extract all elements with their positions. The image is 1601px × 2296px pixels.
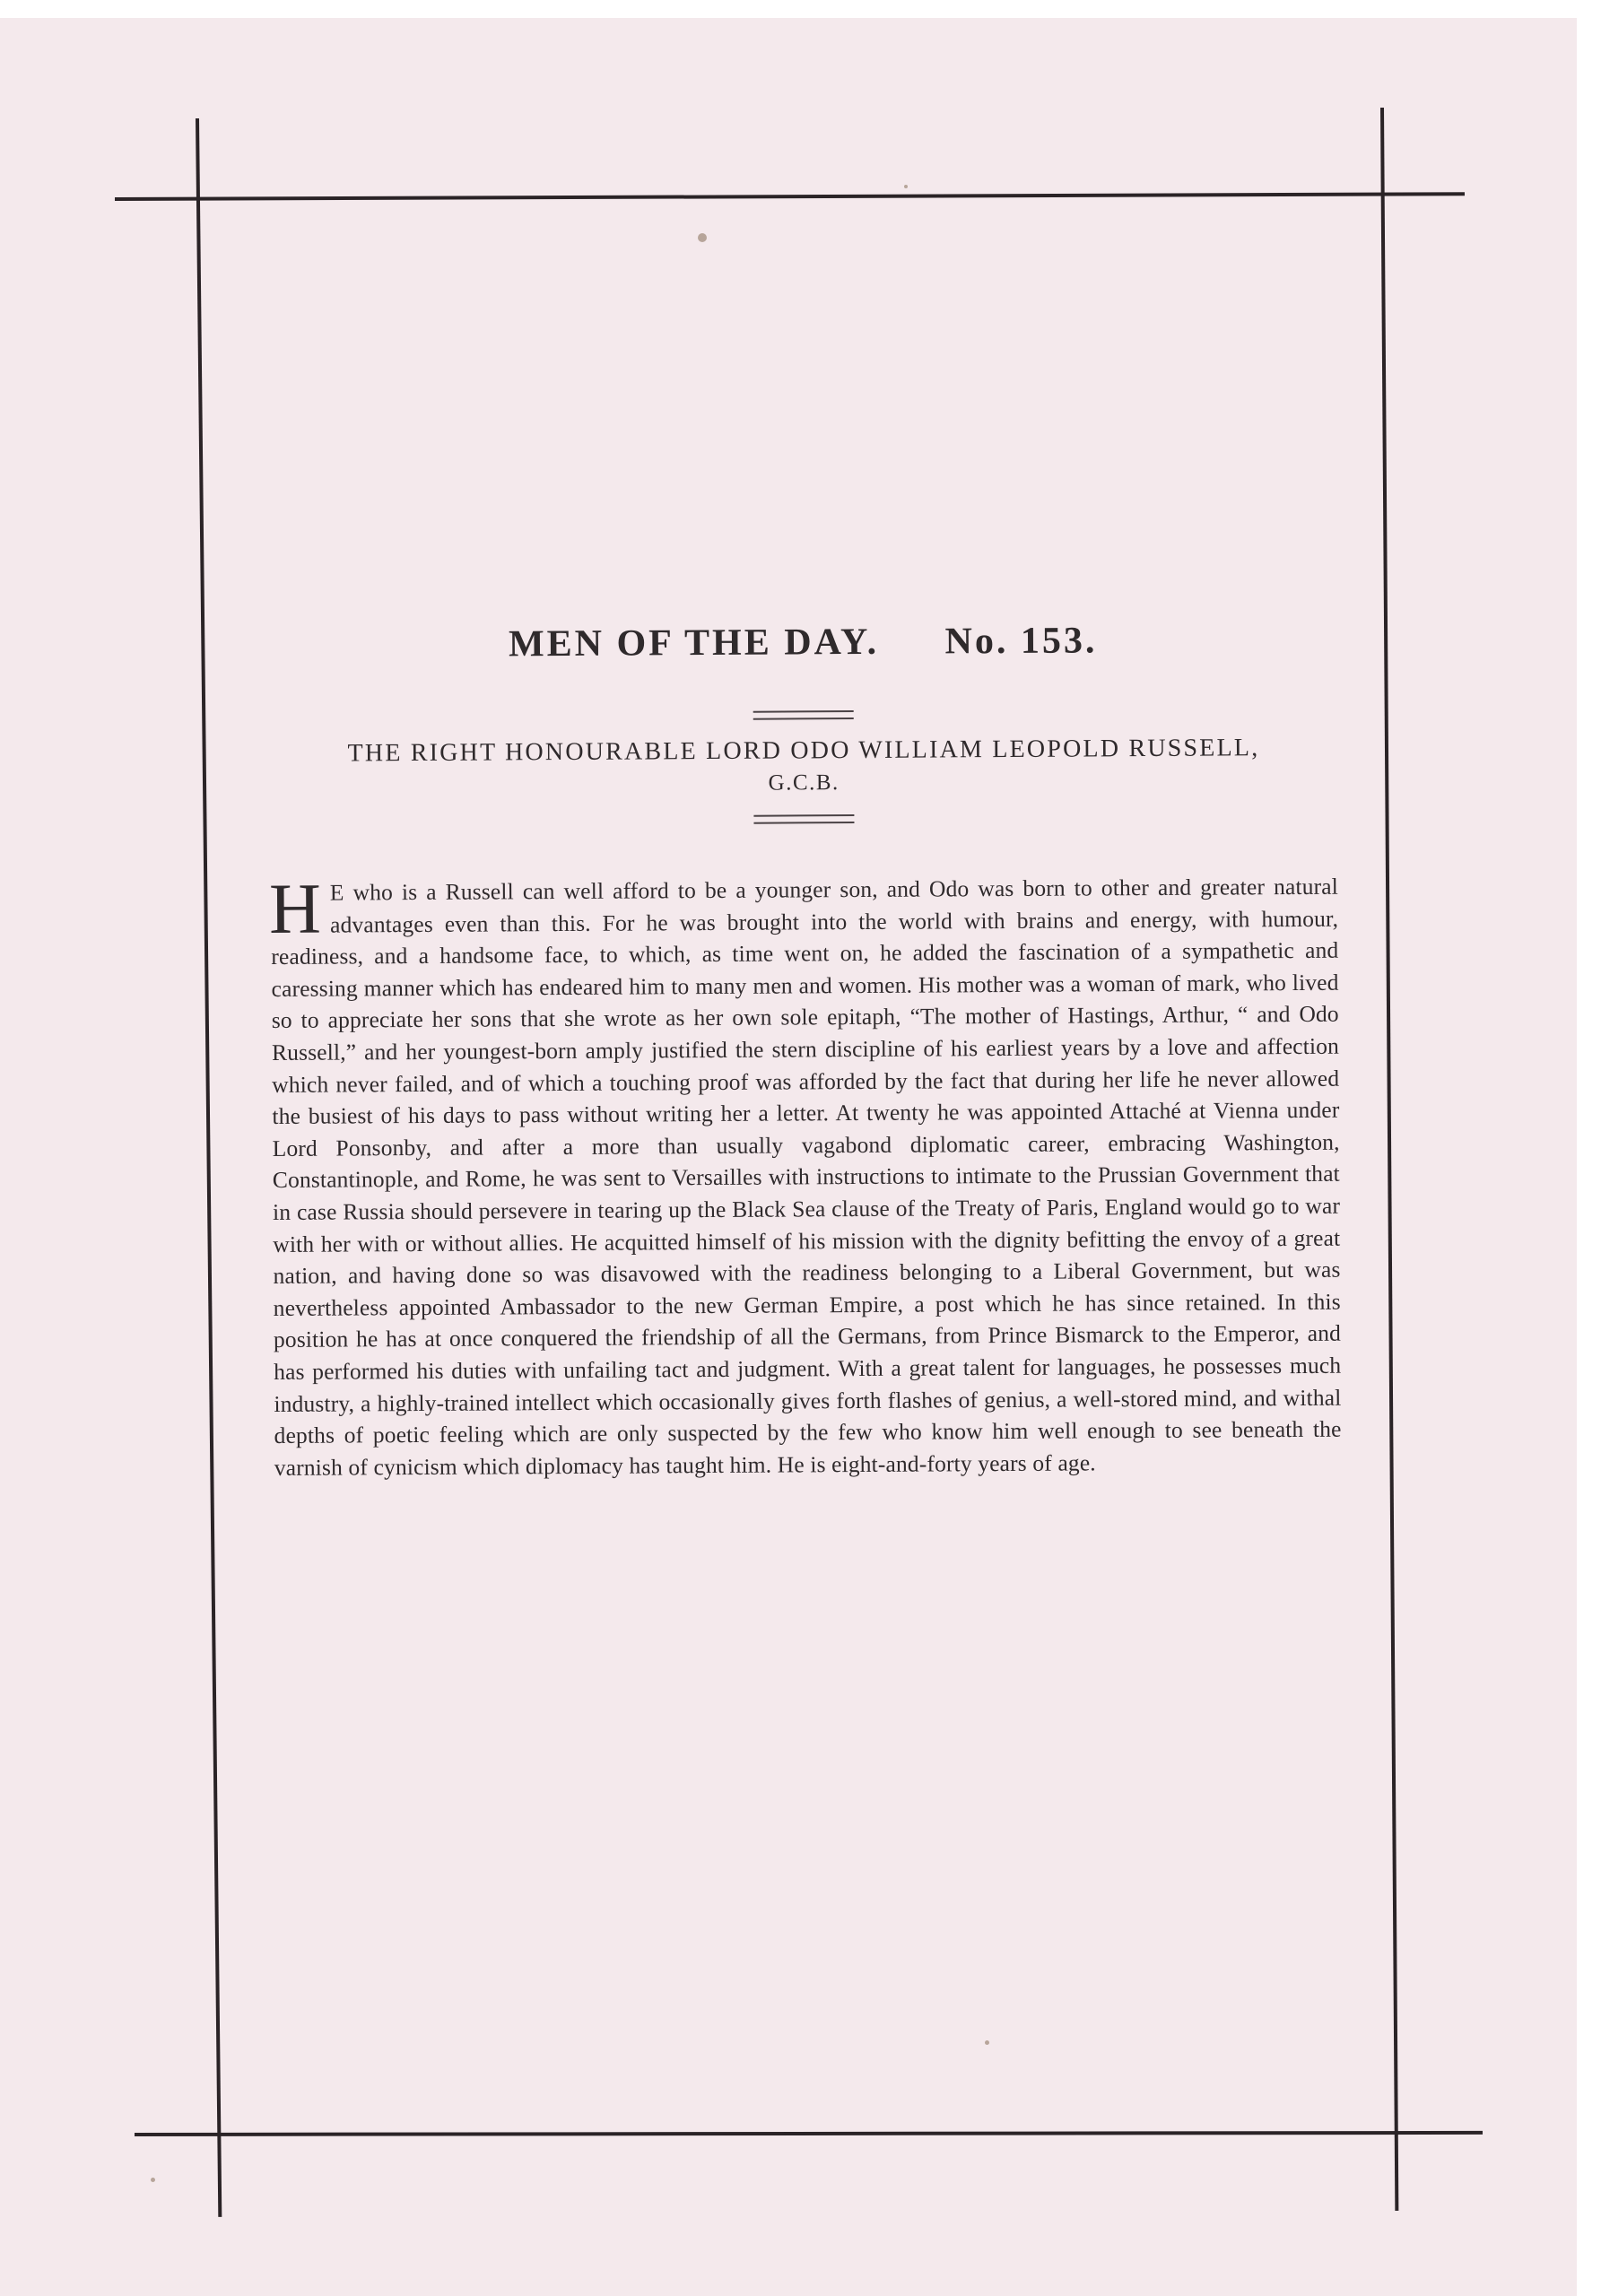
series-title: MEN OF THE DAY.: [508, 621, 880, 665]
paper-sheet: [0, 18, 1577, 2296]
article: [269, 604, 1342, 1484]
paper-speck: [698, 233, 707, 242]
double-rule-divider: [753, 710, 854, 720]
issue-number: No. 153.: [944, 620, 1098, 663]
paper-speck: [904, 185, 908, 188]
border-rule-left: [196, 118, 222, 2217]
drop-cap: H: [268, 869, 322, 950]
article-body: [268, 869, 1342, 1484]
paper-speck: [151, 2178, 155, 2182]
border-rule-right: [1380, 108, 1398, 2211]
paper-speck: [985, 2040, 989, 2045]
border-rule-bottom: [135, 2131, 1483, 2136]
masthead: [269, 604, 1336, 682]
double-rule-divider: [753, 814, 854, 824]
subject-name: THE RIGHT HONOURABLE LORD ODO WILLIAM LEOPOLD RUSSELL,: [347, 734, 1260, 768]
border-rule-top: [115, 192, 1465, 201]
subject-honour: G.C.B.: [768, 770, 840, 796]
article-body-text: E who is a Russell can well afford to be a younger son, and Odo was born to other and greater natural advantages even than this. For he was brought into the world with brains and energy, with humour, readiness, and a handsome face, to which, as time went on, he added the fascination of a sympathetic and caressing manner which has endeared him to many men and women. His mother was a woman of mark, who lived so to appreciate her sons that she wrote as her own sole epitaph, “The mother of Hastings, Arthur, “ and Odo Russell,” and her youngest-born amply justified the stern discipline of his earliest years by a love and affection which never failed, and of which a touching proof was afforded by the fact that during her life he never allowed the busiest of his days to pass without writing her a letter. At twenty he was appointed Attaché at Vienna under Lord Ponsonby, and after a more than usually vagabond diplomatic career, embracing Washington, Constantinople, and Rome, he was sent to Versailles with instructions to intimate to the Prussian Government that in case Russia should persevere in tearing up the Black Sea clause of the Treaty of Paris, England would go to war with her with or without allies. He acquitted himself of his mission with the dignity befitting the envoy of a great nation, and having done so was disavowed with the readiness belonging to a Liberal Government, but was nevertheless appointed Ambassador to the new German Empire, a post which he has since retained. In this position he has at once conquered the friendship of all the Germans, from Prince Bismarck to the Emperor, and has performed his duties with unfailing tact and judgment. With a great talent for languages, he possesses much industry, a highly-trained intellect which occasionally gives forth flashes of genius, a well-stored mind, and withal depths of poetic feeling which are only suspected by the few who know him well enough to see beneath the varnish of cynicism which diplomacy has taught him. He is eight-and-forty years of age.: [271, 873, 1342, 1481]
